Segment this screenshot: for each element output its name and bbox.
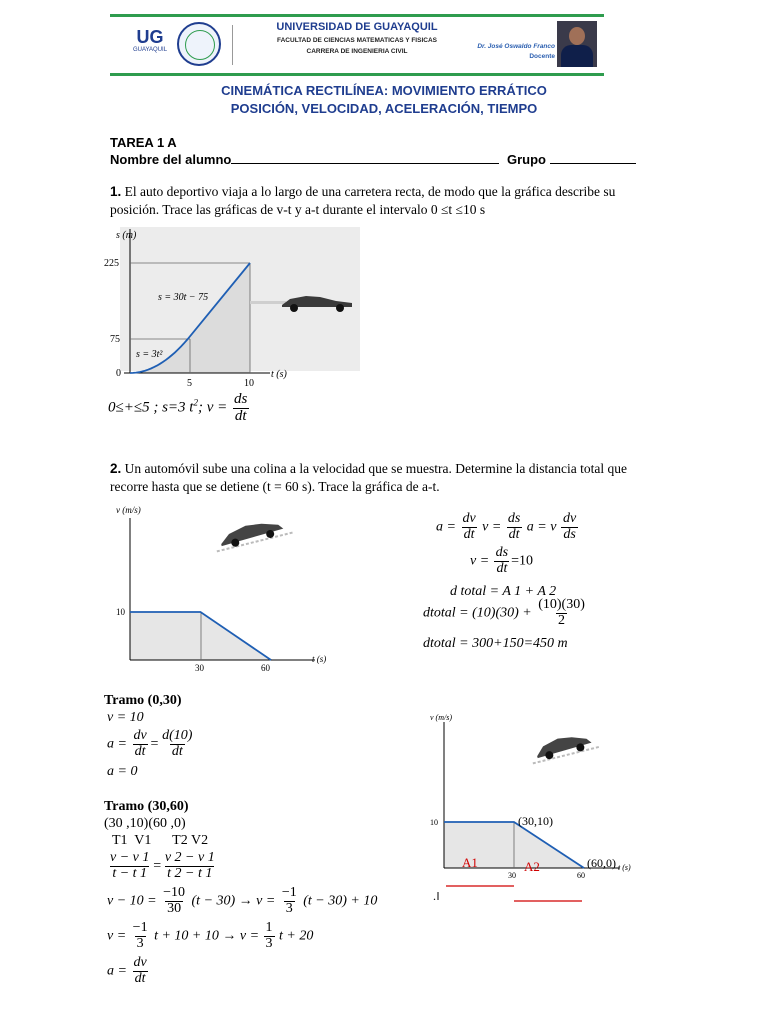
faculty-name: FACULTAD DE CIENCIAS MATEMATICAS Y FISICAS	[277, 37, 437, 44]
p2-eq-dtotal-sum: d total = A 1 + A 2	[450, 584, 557, 599]
ug-logo-subtext: GUAYAQUIL	[132, 47, 168, 53]
problem1-equation: 0≤+≤5 ; s=3 $t^2$; v = $\frac{ds}{dt}$	[108, 391, 248, 424]
p2-eq-dtotal-areas: dtotal = (10)(30) + $\frac{(10)(30)}{2}$	[423, 597, 585, 628]
tramo2-point-labels: T1 V1 T2 V2	[112, 833, 209, 848]
chart1-ytick-75: 75	[110, 334, 120, 345]
ug-logo-text: UG	[136, 27, 164, 47]
career-name: CARRERA DE INGENIERIA CIVIL	[306, 48, 408, 55]
faculty-seal	[177, 22, 221, 66]
p2-eq-v10: v = $\frac{ds}{dt}$ =10	[470, 545, 534, 576]
tramo2-a: a = $\frac{dv}{dt}$	[107, 955, 147, 986]
chart1-label-lower: s = 3t²	[136, 349, 163, 360]
ug-logo	[130, 27, 170, 63]
page-title-line1: CINEMÁTICA RECTILÍNEA: MOVIMIENTO ERRÁTICO	[221, 83, 547, 98]
student-name-label: Nombre del alumno	[110, 152, 232, 167]
chart2-ytick-10: 10	[116, 607, 125, 617]
tramo2-line2: v = $\frac{-1}{3}$ t + 10 + 10 → v = $\frac{1}{3}$ t + 20	[107, 920, 314, 951]
chart2-area-fill	[130, 612, 271, 660]
hill-car-image	[212, 515, 294, 552]
page-title-line2: POSICIÓN, VELOCIDAD, ACELERACIÓN, TIEMPO	[230, 101, 538, 116]
chart1-ytick-0: 0	[116, 368, 121, 379]
tramo2-slope-formula: $\frac{v - v 1}{t - t 1}$ = $\frac{v 2 - v 1}{t 2 - t 1}$	[110, 850, 215, 881]
problem1-statement: El auto deportivo viaja a lo largo de una carretera recta, de modo que la gráfica describe su posición. Trace las gráficas de v-t y a-t durante el intervalo 0 ≤t ≤10 s	[110, 184, 616, 217]
chart3-xlabel: t (s)	[618, 863, 631, 872]
chart2-ylabel: v (m/s)	[116, 505, 141, 515]
tramo1-a-derivative: a = $\frac{dv}{dt}$ = $\frac{d(10)}{dt}$	[107, 728, 193, 759]
tramo1-heading: Tramo (0,30)	[104, 693, 182, 708]
student-name-row	[110, 151, 636, 167]
chart3-ytick-10: 10	[430, 818, 438, 827]
chart3-area2-label: A2	[524, 859, 540, 874]
chart2-xtick-30: 30	[195, 663, 204, 673]
tramo2-points: (30 ,10)(60 ,0)	[104, 816, 186, 831]
teacher-photo	[557, 21, 597, 67]
problem2-number: 2.	[110, 461, 122, 476]
problem1-chart	[100, 225, 370, 395]
chart3-car-image	[528, 729, 600, 763]
teacher-name: Dr. José Oswaldo Franco	[477, 43, 555, 50]
chart3-stray-mark: .	[433, 889, 436, 903]
teacher-role: Docente	[529, 53, 555, 60]
p2-eq-dtotal-result: dtotal = 300+150=450 m	[423, 636, 568, 651]
student-name-blank[interactable]	[231, 151, 499, 164]
ds-dt-fraction: $\frac{ds}{dt}$	[234, 391, 248, 424]
problem2-text	[110, 460, 660, 496]
tramo1-a0: a = 0	[107, 764, 138, 779]
problem1-number: 1.	[110, 184, 122, 199]
chart1-xtick-5: 5	[187, 378, 192, 389]
chart3-xtick-60: 60	[577, 871, 585, 880]
chart3-area1-label: A1	[462, 855, 478, 870]
tramo1-v: v = 10	[107, 710, 144, 725]
problem2-statement: Un automóvil sube una colina a la velocidad que se muestra. Determine la distancia total que recorre hasta que se detiene (t = 60 s). Trace la gráfica de a-t.	[110, 461, 627, 494]
header-banner	[110, 14, 604, 76]
p2-eq-derivatives: a = $\frac{dv}{dt}$ v = $\frac{ds}{dt}$ a = v $\frac{dv}{ds}$	[436, 511, 577, 542]
problem1-text	[110, 183, 660, 219]
chart1-xlabel: t (s)	[271, 369, 287, 380]
chart2-xlabel: t (s)	[312, 654, 327, 664]
header-divider	[232, 25, 233, 65]
task-label: TAREA 1 A	[110, 135, 177, 150]
chart1-ytick-225: 225	[104, 258, 119, 269]
chart3-point1-label: (30,10)	[518, 814, 553, 828]
chart1-label-upper: s = 30t − 75	[158, 292, 209, 303]
photo-body	[561, 45, 593, 67]
chart3-point2-label: (60,0)	[587, 856, 616, 870]
tramo2-heading: Tramo (30,60)	[104, 799, 189, 814]
group-blank[interactable]	[550, 151, 636, 164]
university-name: UNIVERSIDAD DE GUAYAQUIL	[276, 21, 438, 33]
problem2-chart	[100, 500, 340, 680]
chart3-xtick-30: 30	[508, 871, 516, 880]
photo-head	[569, 27, 585, 45]
chart1-ylabel: s (m)	[116, 230, 137, 241]
seal-inner-ring	[185, 30, 215, 60]
chart3-ylabel: v (m/s)	[430, 713, 452, 722]
chart2-xtick-60: 60	[261, 663, 270, 673]
group-label: Grupo	[506, 152, 546, 167]
tramo2-line1: v − 10 = $\frac{-10}{30}$ (t − 30) → v = $\frac{-1}{3}$ (t − 30) + 10	[107, 885, 378, 916]
annotated-velocity-chart	[420, 708, 660, 908]
chart1-xtick-10: 10	[244, 378, 254, 389]
